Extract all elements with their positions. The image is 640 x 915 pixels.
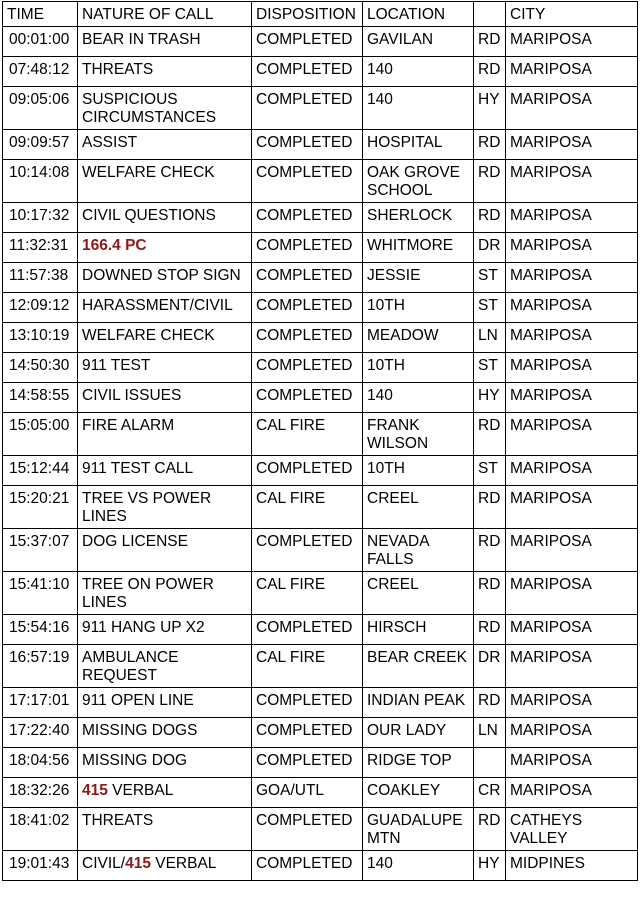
cell-location: 10TH bbox=[363, 353, 474, 383]
cell-time: 18:32:26 bbox=[3, 778, 78, 808]
penal-code-highlight: 415 bbox=[125, 855, 151, 872]
cell-location: NEVADA FALLS bbox=[363, 529, 474, 572]
cell-location: GAVILAN bbox=[363, 27, 474, 57]
table-row bbox=[3, 160, 638, 203]
table-row bbox=[3, 323, 638, 353]
cell-city: MARIPOSA bbox=[506, 160, 638, 203]
cell-disposition: COMPLETED bbox=[252, 293, 363, 323]
cell-time: 15:37:07 bbox=[3, 529, 78, 572]
cell-disposition: COMPLETED bbox=[252, 323, 363, 353]
table-row bbox=[3, 688, 638, 718]
cell-nature bbox=[78, 233, 252, 263]
cell-disposition: COMPLETED bbox=[252, 203, 363, 233]
cell-city: MARIPOSA bbox=[506, 688, 638, 718]
cell-nature: FIRE ALARM bbox=[78, 413, 252, 456]
cell-location: RIDGE TOP bbox=[363, 748, 474, 778]
cell-city: MARIPOSA bbox=[506, 718, 638, 748]
penal-code-highlight: 166.4 PC bbox=[82, 237, 147, 254]
cell-city: MARIPOSA bbox=[506, 572, 638, 615]
cell-suffix: DR bbox=[474, 233, 506, 263]
cell-city: MIDPINES bbox=[506, 851, 638, 881]
table-row bbox=[3, 808, 638, 851]
cell-location: 140 bbox=[363, 87, 474, 130]
cell-city: MARIPOSA bbox=[506, 263, 638, 293]
cell-city: MARIPOSA bbox=[506, 57, 638, 87]
cell-nature: CIVIL ISSUES bbox=[78, 383, 252, 413]
table-row bbox=[3, 529, 638, 572]
cell-location: BEAR CREEK bbox=[363, 645, 474, 688]
cell-location: 10TH bbox=[363, 456, 474, 486]
cell-suffix: HY bbox=[474, 87, 506, 130]
cell-suffix: RD bbox=[474, 572, 506, 615]
cell-location: COAKLEY bbox=[363, 778, 474, 808]
cell-disposition: COMPLETED bbox=[252, 353, 363, 383]
header-suffix bbox=[474, 2, 506, 27]
cell-location: OAK GROVE SCHOOL bbox=[363, 160, 474, 203]
cell-suffix: RD bbox=[474, 27, 506, 57]
cell-disposition: COMPLETED bbox=[252, 748, 363, 778]
header-location: LOCATION bbox=[363, 2, 474, 27]
cell-time: 17:17:01 bbox=[3, 688, 78, 718]
cell-time: 10:14:08 bbox=[3, 160, 78, 203]
cell-nature: BEAR IN TRASH bbox=[78, 27, 252, 57]
cell-suffix: RD bbox=[474, 615, 506, 645]
table-row bbox=[3, 851, 638, 881]
cell-nature: WELFARE CHECK bbox=[78, 160, 252, 203]
cell-disposition: COMPLETED bbox=[252, 87, 363, 130]
cell-time: 14:58:55 bbox=[3, 383, 78, 413]
cell-suffix: ST bbox=[474, 353, 506, 383]
cell-disposition: CAL FIRE bbox=[252, 413, 363, 456]
cell-location: 10TH bbox=[363, 293, 474, 323]
cell-location: SHERLOCK bbox=[363, 203, 474, 233]
cell-disposition: COMPLETED bbox=[252, 851, 363, 881]
cell-nature: MISSING DOGS bbox=[78, 718, 252, 748]
cell-suffix: LN bbox=[474, 323, 506, 353]
cell-time: 19:01:43 bbox=[3, 851, 78, 881]
cell-location: OUR LADY bbox=[363, 718, 474, 748]
call-log-table bbox=[2, 1, 638, 881]
cell-nature: THREATS bbox=[78, 57, 252, 87]
cell-location: FRANK WILSON bbox=[363, 413, 474, 456]
cell-disposition: COMPLETED bbox=[252, 130, 363, 160]
cell-city: MARIPOSA bbox=[506, 353, 638, 383]
cell-nature: MISSING DOG bbox=[78, 748, 252, 778]
table-row bbox=[3, 130, 638, 160]
cell-time: 15:54:16 bbox=[3, 615, 78, 645]
cell-disposition: COMPLETED bbox=[252, 27, 363, 57]
cell-city: MARIPOSA bbox=[506, 130, 638, 160]
header-disposition: DISPOSITION bbox=[252, 2, 363, 27]
nature-text: CIVIL/ bbox=[82, 855, 126, 872]
cell-suffix: ST bbox=[474, 263, 506, 293]
cell-nature: THREATS bbox=[78, 808, 252, 851]
cell-suffix: RD bbox=[474, 529, 506, 572]
cell-time: 15:20:21 bbox=[3, 486, 78, 529]
cell-suffix: RD bbox=[474, 413, 506, 456]
table-row bbox=[3, 486, 638, 529]
cell-nature bbox=[78, 778, 252, 808]
cell-city: MARIPOSA bbox=[506, 778, 638, 808]
table-row bbox=[3, 203, 638, 233]
cell-nature: 911 HANG UP X2 bbox=[78, 615, 252, 645]
cell-nature: 911 OPEN LINE bbox=[78, 688, 252, 718]
cell-city: MARIPOSA bbox=[506, 748, 638, 778]
table-row bbox=[3, 456, 638, 486]
cell-nature: 911 TEST bbox=[78, 353, 252, 383]
cell-time: 09:09:57 bbox=[3, 130, 78, 160]
cell-disposition: COMPLETED bbox=[252, 718, 363, 748]
header-row bbox=[3, 2, 638, 27]
cell-nature bbox=[78, 851, 252, 881]
cell-disposition: COMPLETED bbox=[252, 383, 363, 413]
cell-city: MARIPOSA bbox=[506, 413, 638, 456]
cell-suffix: ST bbox=[474, 293, 506, 323]
cell-nature: ASSIST bbox=[78, 130, 252, 160]
cell-city: MARIPOSA bbox=[506, 383, 638, 413]
cell-nature: 911 TEST CALL bbox=[78, 456, 252, 486]
cell-city: MARIPOSA bbox=[506, 615, 638, 645]
cell-nature: HARASSMENT/CIVIL bbox=[78, 293, 252, 323]
cell-location: CREEL bbox=[363, 572, 474, 615]
cell-suffix: HY bbox=[474, 851, 506, 881]
table-row bbox=[3, 263, 638, 293]
table-row bbox=[3, 87, 638, 130]
cell-suffix: RD bbox=[474, 160, 506, 203]
cell-time: 10:17:32 bbox=[3, 203, 78, 233]
cell-location: WHITMORE bbox=[363, 233, 474, 263]
table-row bbox=[3, 57, 638, 87]
cell-city: MARIPOSA bbox=[506, 645, 638, 688]
cell-disposition: COMPLETED bbox=[252, 263, 363, 293]
cell-city: MARIPOSA bbox=[506, 233, 638, 263]
cell-suffix: RD bbox=[474, 57, 506, 87]
cell-nature: WELFARE CHECK bbox=[78, 323, 252, 353]
table-row bbox=[3, 353, 638, 383]
cell-location: CREEL bbox=[363, 486, 474, 529]
cell-time: 07:48:12 bbox=[3, 57, 78, 87]
cell-time: 11:57:38 bbox=[3, 263, 78, 293]
cell-disposition: COMPLETED bbox=[252, 688, 363, 718]
cell-nature: DOWNED STOP SIGN bbox=[78, 263, 252, 293]
nature-text: VERBAL bbox=[107, 782, 174, 799]
cell-city: MARIPOSA bbox=[506, 203, 638, 233]
cell-time: 13:10:19 bbox=[3, 323, 78, 353]
table-row bbox=[3, 293, 638, 323]
cell-disposition: CAL FIRE bbox=[252, 572, 363, 615]
cell-suffix: RD bbox=[474, 203, 506, 233]
table-row bbox=[3, 233, 638, 263]
header-city: CITY bbox=[506, 2, 638, 27]
cell-location: 140 bbox=[363, 383, 474, 413]
cell-location: HOSPITAL bbox=[363, 130, 474, 160]
cell-suffix: RD bbox=[474, 688, 506, 718]
cell-disposition: COMPLETED bbox=[252, 233, 363, 263]
cell-time: 09:05:06 bbox=[3, 87, 78, 130]
cell-nature: SUSPICIOUS CIRCUMSTANCES bbox=[78, 87, 252, 130]
cell-location: GUADALUPE MTN bbox=[363, 808, 474, 851]
cell-time: 16:57:19 bbox=[3, 645, 78, 688]
table-row bbox=[3, 413, 638, 456]
cell-city: CATHEYS VALLEY bbox=[506, 808, 638, 851]
cell-city: MARIPOSA bbox=[506, 87, 638, 130]
cell-suffix: DR bbox=[474, 645, 506, 688]
nature-text: VERBAL bbox=[150, 855, 217, 872]
table-row bbox=[3, 572, 638, 615]
cell-time: 12:09:12 bbox=[3, 293, 78, 323]
cell-disposition: COMPLETED bbox=[252, 808, 363, 851]
cell-suffix: RD bbox=[474, 486, 506, 529]
cell-suffix: RD bbox=[474, 130, 506, 160]
cell-city: MARIPOSA bbox=[506, 323, 638, 353]
cell-suffix: CR bbox=[474, 778, 506, 808]
cell-time: 18:04:56 bbox=[3, 748, 78, 778]
cell-time: 15:12:44 bbox=[3, 456, 78, 486]
cell-disposition: CAL FIRE bbox=[252, 645, 363, 688]
cell-suffix: LN bbox=[474, 718, 506, 748]
table-row bbox=[3, 383, 638, 413]
cell-time: 17:22:40 bbox=[3, 718, 78, 748]
cell-city: MARIPOSA bbox=[506, 456, 638, 486]
table-row bbox=[3, 748, 638, 778]
table-row bbox=[3, 718, 638, 748]
cell-time: 15:41:10 bbox=[3, 572, 78, 615]
cell-city: MARIPOSA bbox=[506, 486, 638, 529]
cell-time: 11:32:31 bbox=[3, 233, 78, 263]
header-time: TIME bbox=[3, 2, 78, 27]
table-row bbox=[3, 645, 638, 688]
table-row bbox=[3, 27, 638, 57]
cell-location: 140 bbox=[363, 57, 474, 87]
cell-location: HIRSCH bbox=[363, 615, 474, 645]
cell-location: JESSIE bbox=[363, 263, 474, 293]
cell-time: 18:41:02 bbox=[3, 808, 78, 851]
cell-location: MEADOW bbox=[363, 323, 474, 353]
cell-disposition: GOA/UTL bbox=[252, 778, 363, 808]
cell-nature: AMBULANCE REQUEST bbox=[78, 645, 252, 688]
cell-nature: CIVIL QUESTIONS bbox=[78, 203, 252, 233]
cell-city: MARIPOSA bbox=[506, 27, 638, 57]
cell-location: 140 bbox=[363, 851, 474, 881]
cell-suffix bbox=[474, 748, 506, 778]
header-nature: NATURE OF CALL bbox=[78, 2, 252, 27]
cell-disposition: COMPLETED bbox=[252, 57, 363, 87]
cell-disposition: COMPLETED bbox=[252, 160, 363, 203]
cell-disposition: COMPLETED bbox=[252, 615, 363, 645]
cell-nature: TREE ON POWER LINES bbox=[78, 572, 252, 615]
cell-time: 00:01:00 bbox=[3, 27, 78, 57]
cell-time: 14:50:30 bbox=[3, 353, 78, 383]
cell-suffix: RD bbox=[474, 808, 506, 851]
cell-nature: DOG LICENSE bbox=[78, 529, 252, 572]
table-row bbox=[3, 615, 638, 645]
cell-city: MARIPOSA bbox=[506, 293, 638, 323]
cell-location: INDIAN PEAK bbox=[363, 688, 474, 718]
cell-suffix: HY bbox=[474, 383, 506, 413]
cell-nature: TREE VS POWER LINES bbox=[78, 486, 252, 529]
cell-disposition: CAL FIRE bbox=[252, 486, 363, 529]
cell-disposition: COMPLETED bbox=[252, 456, 363, 486]
penal-code-highlight: 415 bbox=[82, 782, 108, 799]
table-row bbox=[3, 778, 638, 808]
cell-disposition: COMPLETED bbox=[252, 529, 363, 572]
cell-city: MARIPOSA bbox=[506, 529, 638, 572]
cell-suffix: ST bbox=[474, 456, 506, 486]
cell-time: 15:05:00 bbox=[3, 413, 78, 456]
